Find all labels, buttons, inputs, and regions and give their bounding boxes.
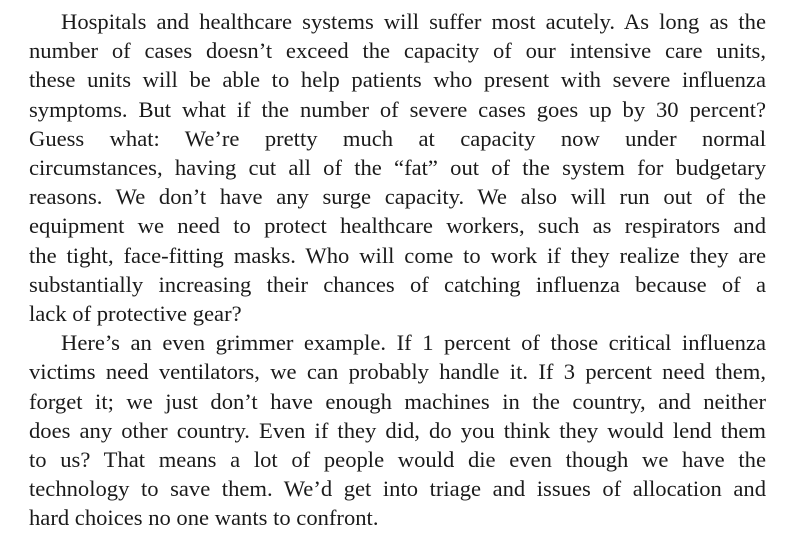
text-line: does any other country. Even if they did, do you think they would lend them xyxy=(29,417,766,443)
text-line: Hospitals and healthcare systems will suffer most acutely. As long as the xyxy=(61,9,766,34)
text-line: circumstances, having cut all of the “fat” out of the system for budgetary xyxy=(29,155,766,181)
text-line: to us? That means a lot of people would die even though we have the xyxy=(29,447,766,473)
text-line: these units will be able to help patients who present with severe influenza xyxy=(29,67,766,93)
paragraph-ventilators xyxy=(29,328,766,532)
text-line: Guess what: We’re pretty much at capacity now under normal xyxy=(29,125,766,151)
text-line: hard choices no one wants to confront. xyxy=(29,505,379,531)
text-line: the tight, face-fitting masks. Who will come to work if they realize they are xyxy=(29,242,766,268)
text-line: Here’s an even grimmer example. If 1 percent of those critical influenza xyxy=(61,330,766,356)
text-line: number of cases doesn’t exceed the capacity of our intensive care units, xyxy=(29,38,766,64)
document-page xyxy=(29,7,766,533)
paragraph-hospitals xyxy=(29,7,766,328)
text-line: forget it; we just don’t have enough machines in the country, and neither xyxy=(29,388,766,414)
text-line: reasons. We don’t have any surge capacity. We also will run out of the xyxy=(29,184,766,210)
text-line: technology to save them. We’d get into triage and issues of allocation and xyxy=(29,476,766,502)
text-line: symptoms. But what if the number of severe cases goes up by 30 percent? xyxy=(29,96,766,122)
text-line: lack of protective gear? xyxy=(29,301,242,327)
text-line: substantially increasing their chances of catching influenza because of a xyxy=(29,271,766,297)
text-line: equipment we need to protect healthcare workers, such as respirators and xyxy=(29,213,766,239)
text-line: victims need ventilators, we can probably handle it. If 3 percent need them, xyxy=(29,359,766,385)
